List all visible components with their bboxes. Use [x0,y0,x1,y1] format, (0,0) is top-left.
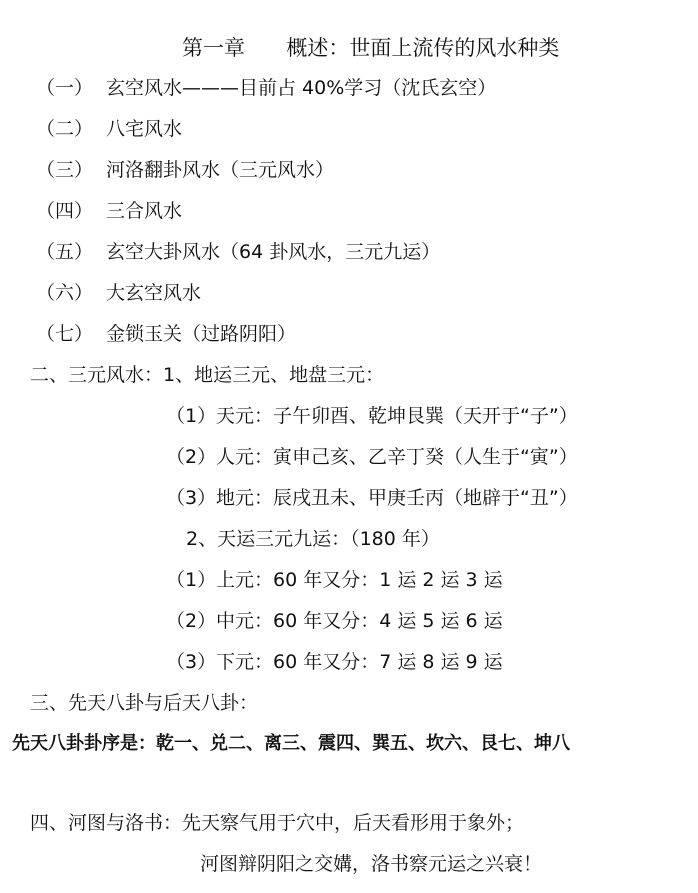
yun-number: （1） [166,569,217,591]
section2-heading: 二、三元风水：1、地运三元、地盘三元： [30,364,385,386]
section4-heading: 四、河图与洛书：先天察气用于穴中，后天看形用于象外； [30,812,525,834]
list-item [36,323,296,346]
list-item-number: （六） [36,282,94,304]
list-item-text: 八宅风水 [106,118,183,140]
chapter-number: 第一章 [182,36,245,60]
sanyuan-number: （1） [166,405,217,427]
tianyun-heading: 2、天运三元九运：（180 年） [186,528,440,550]
list-item-number: （五） [36,241,94,263]
sanyuan-number: （2） [166,446,217,468]
yun-text: 下元：60 年又分：7 运 8 运 9 运 [216,651,503,673]
yun-number: （2） [166,610,217,632]
section4-line2: 河图辩阴阳之交媾，洛书察元运之兴衰！ [200,853,543,875]
yun-item [166,610,503,633]
section3-heading: 三、先天八卦与后天八卦： [30,692,259,714]
yun-text: 上元：60 年又分：1 运 2 运 3 运 [216,569,503,591]
list-item-text: 玄空大卦风水（64 卦风水，三元九运） [106,241,441,263]
list-item-text: 大玄空风水 [106,282,202,304]
list-item [36,282,201,305]
list-item [36,159,334,182]
list-item [36,77,496,100]
list-item-text: 河洛翻卦风水（三元风水） [106,159,335,181]
yun-text: 中元：60 年又分：4 运 5 运 6 运 [216,610,503,632]
list-item-number: （四） [36,200,94,222]
sanyuan-item [166,405,578,428]
list-item-number: （二） [36,118,94,140]
chapter-subtitle: 概述：世面上流传的风水种类 [286,36,560,60]
list-item [36,241,440,264]
sanyuan-item [166,446,578,469]
list-item-text: 金锁玉关（过路阴阳） [106,323,297,345]
chapter-title [182,36,559,61]
bagua-order: 先天八卦卦序是：乾一、兑二、离三、震四、巽五、坎六、艮七、坤八 [12,733,570,754]
sanyuan-item [166,487,578,510]
yun-item [166,651,503,674]
list-item [36,200,182,223]
list-item-number: （七） [36,323,94,345]
sanyuan-text: 人元：寅申己亥、乙辛丁癸（人生于“寅”） [216,446,578,468]
list-item-text: 三合风水 [106,200,183,222]
yun-item [166,569,503,592]
list-item-number: （一） [36,77,94,99]
sanyuan-text: 天元：子午卯酉、乾坤艮巽（天开于“子”） [216,405,578,427]
sanyuan-number: （3） [166,487,217,509]
yun-number: （3） [166,651,217,673]
list-item-text: 玄空风水———目前占 40%学习（沈氏玄空） [106,77,497,99]
sanyuan-text: 地元：辰戌丑未、甲庚壬丙（地辟于“丑”） [216,487,578,509]
list-item-number: （三） [36,159,94,181]
list-item [36,118,182,141]
